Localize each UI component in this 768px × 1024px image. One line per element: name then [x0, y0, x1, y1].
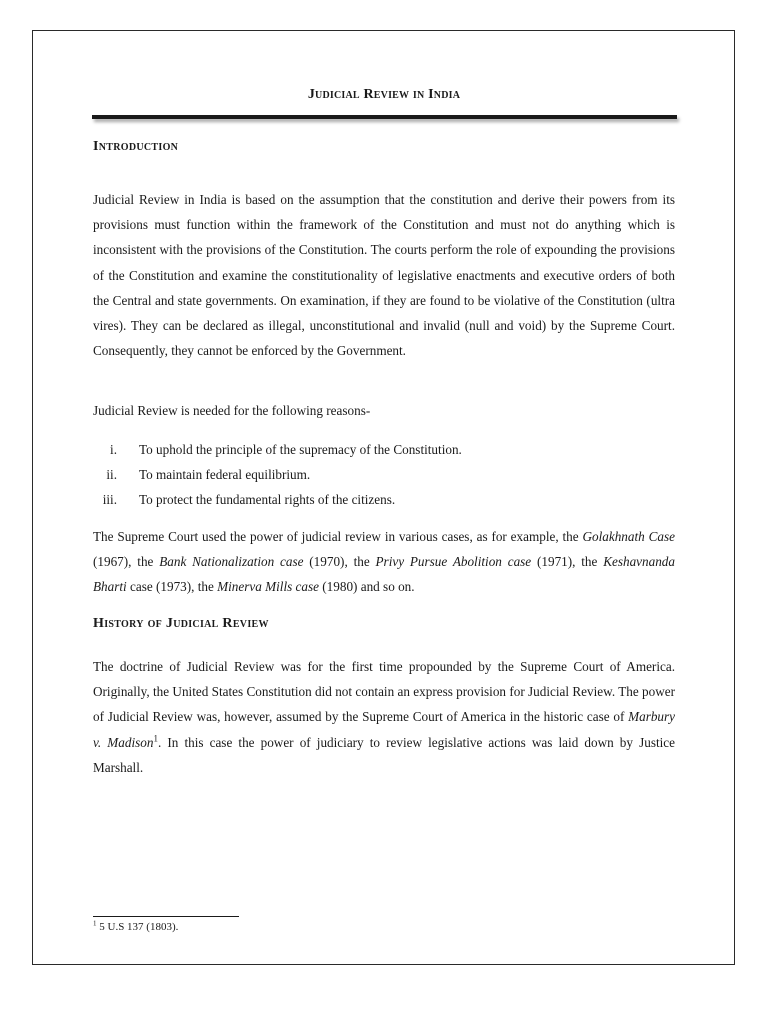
cases-text: (1967), the	[93, 554, 160, 570]
list-item-number: iii.	[102, 492, 117, 507]
document-title: Judicial Review in India	[307, 87, 461, 102]
section-heading-introduction: Introduction	[93, 139, 179, 154]
footnote-text: 5 U.S 137 (1803).	[96, 921, 179, 933]
case-name: Privy Pursue Abolition case	[375, 554, 532, 570]
case-name: Minerva Mills case	[217, 579, 319, 595]
list-item-number: ii.	[106, 467, 117, 482]
list-item	[93, 462, 675, 487]
title-divider	[92, 115, 677, 119]
case-name: Golakhnath Case	[582, 529, 675, 544]
case-name: Keshavnanda Bharti	[93, 554, 675, 595]
list-item-text: To protect the fundamental rights of the citizens.	[139, 492, 396, 507]
case-name: Bank Nationalization case	[159, 554, 304, 570]
history-text: . In this case the power of judiciary to review legislative actions was laid down by Justice Marshall.	[93, 734, 675, 775]
list-item-text: To uphold the principle of the supremacy of the Constitution.	[139, 442, 462, 457]
section-heading-history: History of Judicial Review	[93, 616, 269, 631]
footnote	[93, 920, 178, 934]
cases-paragraph	[93, 524, 675, 600]
list-item-text: To maintain federal equilibrium.	[139, 467, 311, 482]
document-title-block	[93, 87, 675, 103]
cases-text: (1971), the	[531, 554, 604, 570]
footnote-number: 1	[93, 919, 97, 928]
cases-text: (1970), the	[303, 554, 376, 570]
list-item	[93, 437, 675, 462]
footnote-separator	[93, 916, 239, 917]
list-item	[93, 487, 675, 512]
footnote-reference[interactable]: 1	[153, 733, 158, 744]
reasons-intro: Judicial Review is needed for the following reasons-	[93, 403, 371, 418]
case-name: Marbury v. Madison	[93, 709, 675, 750]
history-text: The doctrine of Judicial Review was for the first time propounded by the Supreme Court of America. Originally, the United States Constitution did not contain an express provision for Judicial Review. The power of Judicial Review was, however, assumed by the Supreme Court of America in the historic case of	[93, 659, 675, 725]
cases-text: The Supreme Court used the power of judicial review in various cases, as for example, the	[93, 529, 583, 544]
history-paragraph	[93, 654, 675, 780]
reasons-list	[93, 437, 675, 512]
list-item-number: i.	[110, 442, 117, 457]
introduction-paragraph: Judicial Review in India is based on the assumption that the constitution and derive their powers from its provisions must function within the framework of the Constitution and must not do anything which is inconsistent with the provisions of the Constitution. The courts perform the role of expounding the provisions of the Constitution and examine the constitutionality of legislative enactments and executive orders of both the Central and state governments. On examination, if they are found to be violative of the Constitution (ultra vires). They can be declared as illegal, unconstitutional and invalid (null and void) by the Supreme Court. Consequently, they cannot be enforced by the Government.	[93, 192, 675, 359]
cases-text: case (1973), the	[126, 579, 218, 595]
cases-text: (1980) and so on.	[318, 579, 415, 595]
